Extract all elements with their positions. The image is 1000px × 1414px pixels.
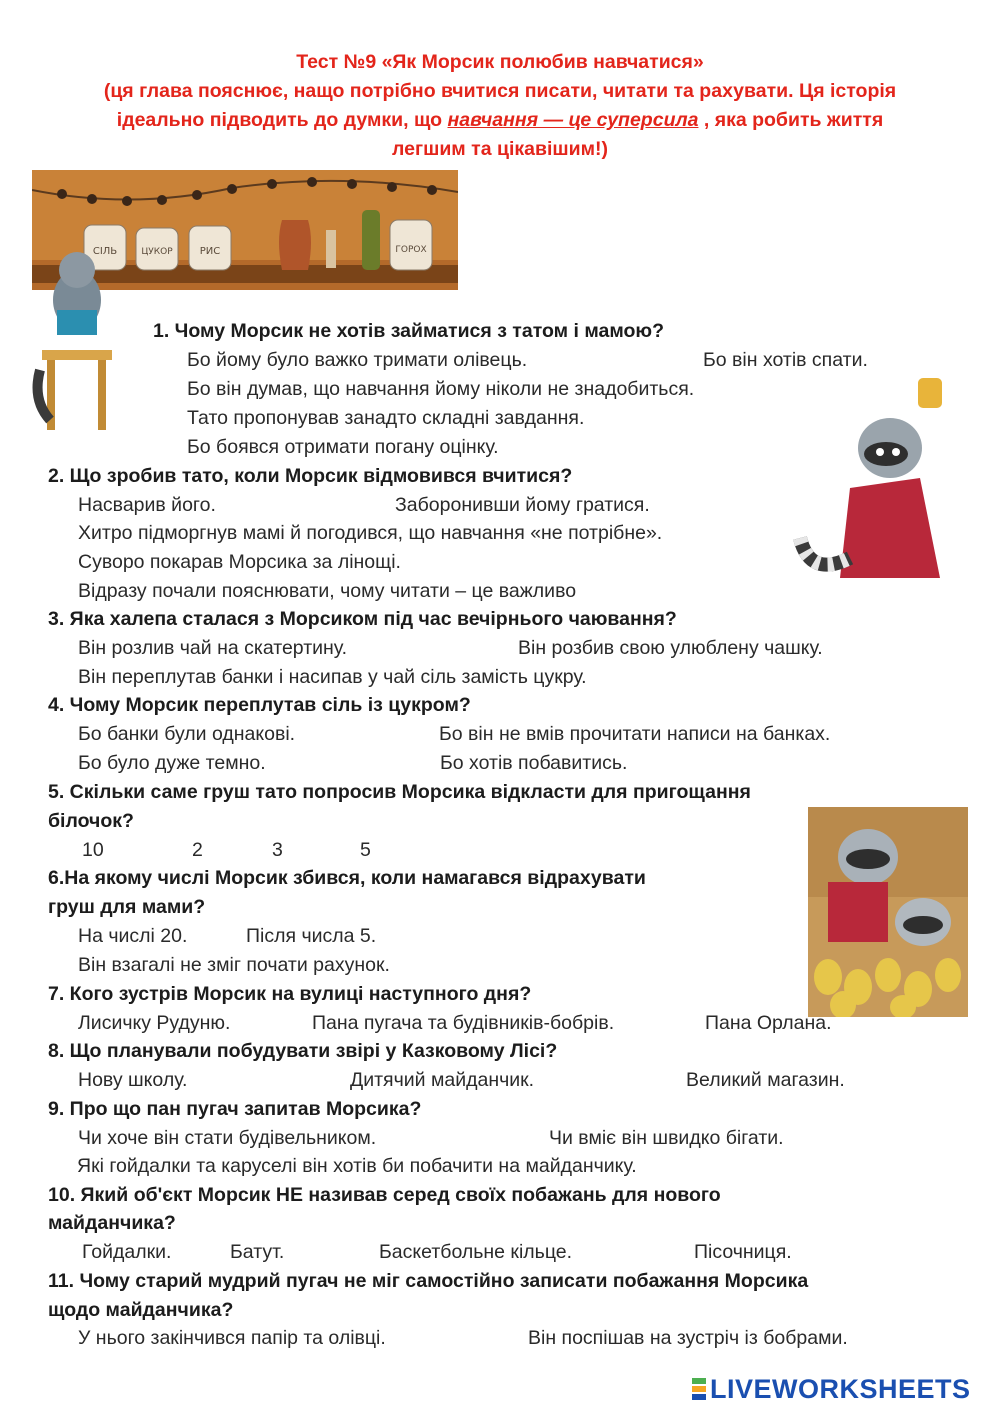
highlight-phrase: навчання — це суперсила	[447, 109, 699, 131]
answer-option[interactable]: Бо боявся отримати погану оцінку.	[187, 436, 499, 458]
answer-option[interactable]: Тато пропонував занадто складні завдання.	[187, 407, 585, 429]
answer-option[interactable]: Відразу почали пояснювати, чому читати – це важливо	[78, 580, 577, 602]
answer-option[interactable]: Гойдалки.	[82, 1241, 172, 1263]
answer-option[interactable]: 10	[82, 839, 104, 861]
answer-option[interactable]: Які гойдалки та каруселі він хотів би побачити на майданчику.	[77, 1155, 637, 1177]
answer-option[interactable]: Хитро підморгнув мамі й погодився, що навчання «не потрібне».	[78, 522, 663, 544]
answer-option[interactable]: Після числа 5.	[246, 925, 377, 947]
pears-illustration	[808, 807, 968, 1017]
answer-option[interactable]: 3	[272, 839, 283, 861]
question-10-cont: майданчика?	[48, 1212, 176, 1234]
question-11-cont: щодо майданчика?	[48, 1299, 234, 1321]
answer-option[interactable]: 5	[360, 839, 371, 861]
answer-option[interactable]: Бо він думав, що навчання йому ніколи не знадобиться.	[187, 378, 695, 400]
question-8: 8. Що планували побудувати звірі у Казковому Лісі?	[48, 1040, 558, 1062]
worksheet-title: Тест №9 «Як Морсик полюбив навчатися»	[296, 51, 704, 73]
question-5: 5. Скільки саме груш тато попросив Морсика відкласти для пригощання	[48, 781, 751, 803]
answer-option[interactable]: Пана Орлана.	[705, 1012, 832, 1034]
answer-option[interactable]: Він взагалі не зміг почати рахунок.	[78, 954, 390, 976]
answer-option[interactable]: Бо було дуже темно.	[78, 752, 266, 774]
answer-option[interactable]: Пісочниця.	[694, 1241, 792, 1263]
answer-option[interactable]: 2	[192, 839, 203, 861]
header-line-2: (ця глава пояснює, нащо потрібно вчитися писати, читати та рахувати. Ця історія	[103, 80, 897, 102]
answer-option[interactable]: Батут.	[230, 1241, 285, 1263]
jar-label-sugar: ЦУКОР	[141, 247, 173, 257]
header-line-3: ідеально підводить до думки, що навчання — це суперсила , яка робить життя	[116, 109, 884, 131]
jar-label-salt: СІЛЬ	[92, 246, 118, 257]
jar-label-rice: РИС	[199, 246, 221, 257]
raccoon-mom-illustration	[790, 378, 960, 588]
answer-option[interactable]: Він розбив свою улюблену чашку.	[518, 637, 823, 659]
answer-option[interactable]: Баскетбольне кільце.	[379, 1241, 573, 1263]
answer-option[interactable]: Великий магазин.	[686, 1069, 845, 1091]
answer-option[interactable]: Бо він хотів спати.	[703, 349, 868, 371]
answer-option[interactable]: Дитячий майданчик.	[350, 1069, 535, 1091]
header-line-4: легшим та цікавішим!)	[391, 138, 609, 160]
answer-option[interactable]: Чи вміє він швидко бігати.	[549, 1127, 784, 1149]
logo-icon	[692, 1377, 706, 1401]
jar-label-peas: ГОРОХ	[395, 245, 427, 255]
answer-option[interactable]: Він переплутав банки і насипав у чай сіль замість цукру.	[78, 666, 587, 688]
question-9: 9. Про що пан пугач запитав Морсика?	[48, 1098, 422, 1120]
answer-option[interactable]: Заборонивши йому гратися.	[395, 494, 650, 516]
question-6-cont: груш для мами?	[48, 896, 206, 918]
answer-option[interactable]: У нього закінчився папір та олівці.	[78, 1327, 386, 1349]
question-5-cont: білочок?	[48, 810, 134, 832]
answer-option[interactable]: Лисичку Рудуню.	[78, 1012, 231, 1034]
answer-option[interactable]: Насварив його.	[78, 494, 216, 516]
answer-option[interactable]: Бо він не вмів прочитати написи на банках.	[439, 723, 831, 745]
question-7: 7. Кого зустрів Морсик на вулиці наступного дня?	[48, 983, 532, 1005]
question-6: 6.На якому числі Морсик збився, коли намагався відрахувати	[48, 867, 646, 889]
answer-option[interactable]: На числі 20.	[78, 925, 188, 947]
answer-option[interactable]: Чи хоче він стати будівельником.	[78, 1127, 377, 1149]
liveworksheets-logo[interactable]	[692, 1374, 971, 1404]
answer-option[interactable]: Він розлив чай на скатертину.	[78, 637, 348, 659]
question-1: 1. Чому Морсик не хотів займатися з татом і мамою?	[153, 320, 664, 342]
answer-option[interactable]: Бо йому було важко тримати олівець.	[187, 349, 528, 371]
question-10: 10. Який об'єкт Морсик НЕ називав серед своїх побажань для нового	[48, 1184, 721, 1206]
question-4: 4. Чому Морсик переплутав сіль із цукром?	[48, 694, 471, 716]
answer-option[interactable]: Він поспішав на зустріч із бобрами.	[528, 1327, 848, 1349]
answer-option[interactable]: Пана пугача та будівників-бобрів.	[312, 1012, 615, 1034]
question-11: 11. Чому старий мудрий пугач не міг самостійно записати побажання Морсика	[48, 1270, 809, 1292]
answer-option[interactable]: Суворо покарав Морсика за лінощі.	[78, 551, 401, 573]
worksheet-header	[40, 48, 960, 164]
question-3: 3. Яка халепа сталася з Морсиком під час вечірнього чаювання?	[48, 608, 677, 630]
question-2: 2. Що зробив тато, коли Морсик відмовився вчитися?	[48, 465, 573, 487]
answer-option[interactable]: Бо хотів побавитись.	[440, 752, 628, 774]
answer-option[interactable]: Нову школу.	[78, 1069, 188, 1091]
answer-option[interactable]: Бо банки були однакові.	[78, 723, 296, 745]
brand-name: LIVEWORKSHEETS	[710, 1373, 971, 1404]
